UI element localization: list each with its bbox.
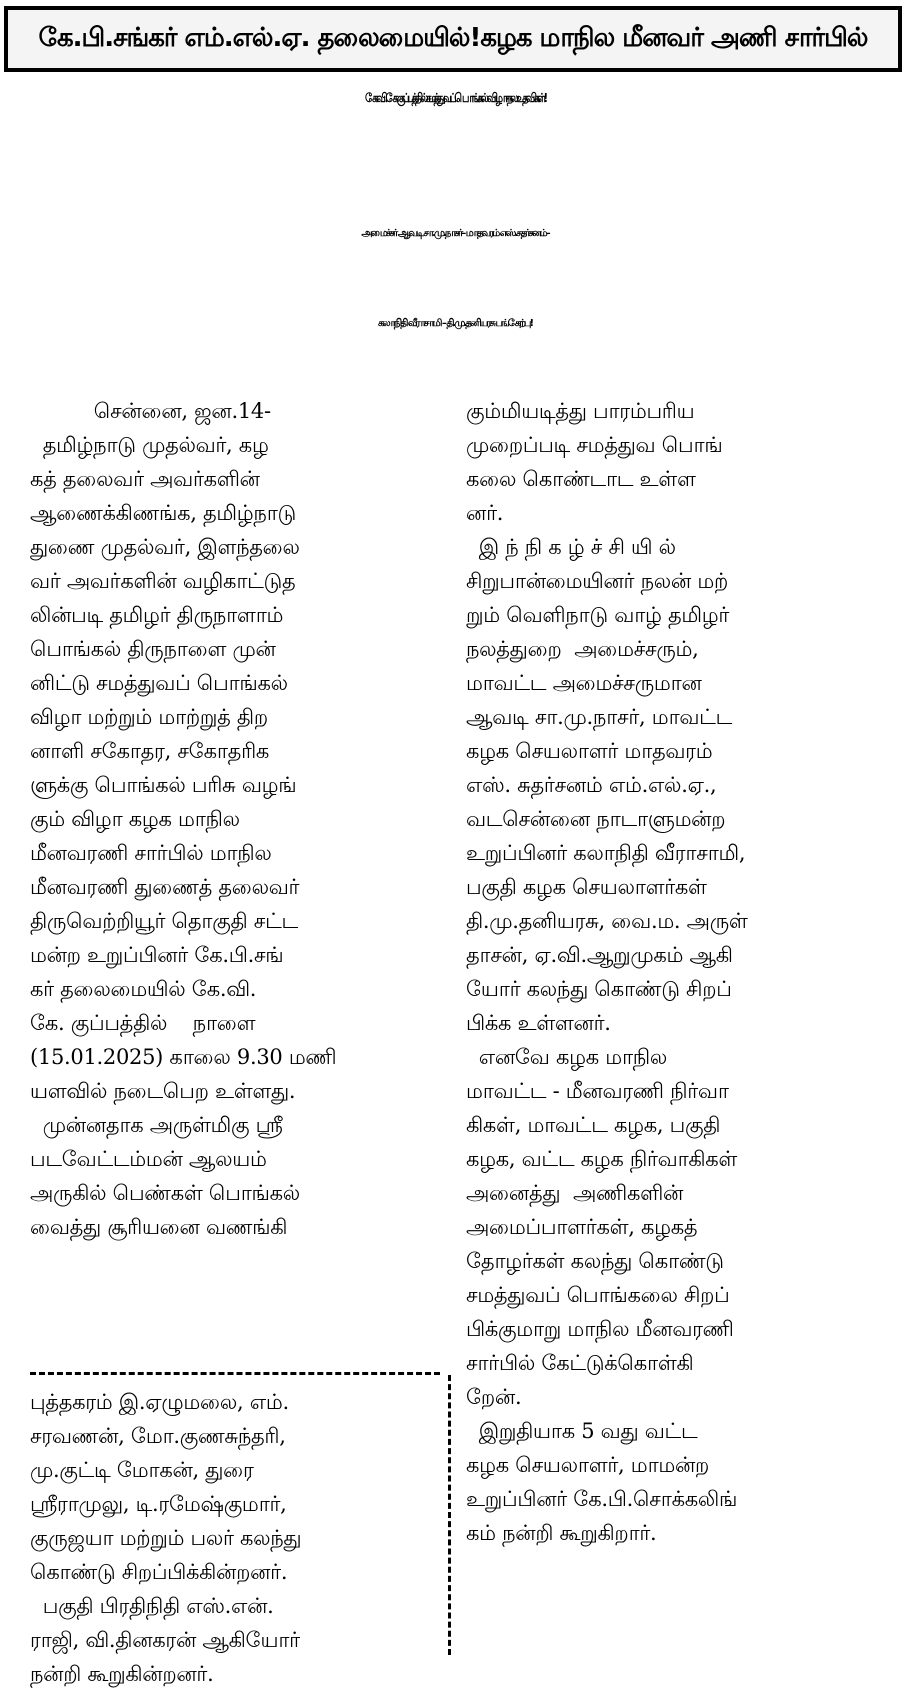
article-line: னர். [466,501,504,525]
article-line: உறுப்பினர் கே.பி.சொக்கலிங் [466,1487,738,1511]
article-line: தோழர்கள் கலந்து கொண்டு [466,1249,724,1273]
article-line: னிட்டு சமத்துவப் பொங்கல் [30,671,288,695]
article-line: மன்ற உறுப்பினர் கே.பி.சங் [30,943,284,967]
article-line: உறுப்பினர் கலாநிதி வீராசாமி, [466,841,746,865]
article-line: துணை முதல்வர், இளந்தலை [30,535,300,559]
article-line: ஆவடி சா.மு.நாசர், மாவட்ட [466,705,733,729]
article-line: இறுதியாக 5 வது வட்ட [466,1419,698,1443]
left-column [30,394,435,1244]
article-line: மாவட்ட அமைச்சருமான [466,671,702,695]
article-line: னாளி சகோதர, சகோதரிக [30,739,270,763]
article-line: திருவெற்றியூர் தொகுதி சட்ட [30,909,298,933]
article-line: கலை கொண்டாட உள்ள [466,467,696,491]
article-line: சரவணன், மோ.குணசுந்தரி, [30,1424,286,1448]
top-banner [4,6,902,72]
headline: கே.வி.கே.குப்பத்தில் சமத்துவப் பொங்கல் விழா- நல உதவிகள்! [364,92,546,106]
article-line: சிறுபான்மையினர் நலன் மற் [466,569,728,593]
article-line: யளவில் நடைபெற உள்ளது. [30,1079,296,1103]
article-line: கத் தலைவர் அவர்களின் [30,467,260,491]
article-line: பொங்கல் திருநாளை முன் [30,637,276,661]
article-line: கழக, வட்ட கழக நிர்வாகிகள் [466,1147,738,1171]
article-line: கொண்டு சிறப்பிக்கின்றனர். [30,1560,288,1584]
article-line: எஸ். சுதர்சனம் எம்.எல்.ஏ., [466,773,717,797]
article-line: மீனவரணி துணைத் தலைவர் [30,875,300,899]
subheadline-line-1: அமைச்சர் ஆவடி சா.மு.நாசர்– மாதவரம் எஸ்.சுதர்சனம்– [361,228,549,239]
article-line: றும் வெளிநாடு வாழ் தமிழர் [466,603,730,627]
article-line: கிகள், மாவட்ட கழக, பகுதி [466,1113,721,1137]
article-line: எனவே கழக மாநில [466,1045,668,1069]
article-line: படவேட்டம்மன் ஆலயம் [30,1147,267,1171]
article-line: ளுக்கு பொங்கல் பரிசு வழங் [30,773,297,797]
dashed-divider-vertical [448,1375,451,1655]
article-line: கம் நன்றி கூறுகிறார். [466,1521,657,1545]
article-line: கர் தலைமையில் கே.வி. [30,977,257,1001]
article-line: நன்றி கூறுகின்றனர். [30,1662,214,1686]
article-line: கழக செயலாளர் மாதவரம் [466,739,713,763]
article-line: வடசென்னை நாடாளுமன்ற [466,807,726,831]
article-line: யோர் கலந்து கொண்டு சிறப் [466,977,732,1001]
article-line: விழா மற்றும் மாற்றுத் திற [30,705,268,729]
left-bottom-column [30,1385,435,1691]
dashed-divider-horizontal [30,1372,440,1375]
article-line: கும்மியடித்து பாரம்பரிய [466,399,695,423]
article-line: சென்னை, ஜன.14- [30,399,271,423]
right-column [466,394,886,1550]
article-line: ஆணைக்கிணங்க, தமிழ்நாடு [30,501,296,525]
article-line: கும் விழா கழக மாநில [30,807,240,831]
article-line: ஸ்ரீராமுலு, டி.ரமேஷ்குமார், [30,1492,287,1516]
article-line: நலத்துறை அமைச்சரும், [466,637,699,661]
article-line: முன்னதாக அருள்மிகு ஸ்ரீ [30,1113,283,1137]
article-line: தாசன், ஏ.வி.ஆறுமுகம் ஆகி [466,943,733,967]
article-line: அருகில் பெண்கள் பொங்கல் [30,1181,300,1205]
article-line: அமைப்பாளர்கள், கழகத் [466,1215,698,1239]
article-line: தமிழ்நாடு முதல்வர், கழ [30,433,269,457]
article-line: குருஜயா மற்றும் பலர் கலந்து [30,1526,302,1550]
article-line: தி.மு.தனியரசு, வை.ம. அருள் [466,909,748,933]
article-line: பகுதி பிரதிநிதி எஸ்.என். [30,1594,274,1618]
top-banner-text: கே.பி.சங்கர் எம்.எல்.ஏ. தலைமையில்!கழக மாநில மீனவர் அணி சார்பில் [38,22,868,53]
article-line: வைத்து சூரியனை வணங்கி [30,1215,288,1239]
article-line: (15.01.2025) காலை 9.30 மணி [30,1045,337,1069]
article-line: சமத்துவப் பொங்கலை சிறப் [466,1283,730,1307]
article-line: இ ந் நி க ழ் ச் சி யி ல் [466,535,676,559]
article-line: மு.குட்டி மோகன், துரை [30,1458,254,1482]
article-line: மீனவரணி சார்பில் மாநில [30,841,272,865]
article-line: பகுதி கழக செயலாளர்கள் [466,875,707,899]
article-line: றேன். [466,1385,522,1409]
article-line: புத்தகரம் இ.ஏழுமலை, எம். [30,1390,289,1414]
article-line: மாவட்ட - மீனவரணி நிர்வா [466,1079,729,1103]
subheadline-line-2: கலாநிதி வீராசாமி – தி.மு.தனியரசு பங்கேற்பு! [377,318,533,329]
article-line: கழக செயலாளர், மாமன்ற [466,1453,710,1477]
article-line: முறைப்படி சமத்துவ பொங் [466,433,723,457]
article-line: கே. குப்பத்தில் நாளை [30,1011,256,1035]
article-line: பிக்க உள்ளனர். [466,1011,611,1035]
article-line: பிக்குமாறு மாநில மீனவரணி [466,1317,734,1341]
article-line: வர் அவர்களின் வழிகாட்டுத [30,569,296,593]
article-line: அனைத்து அணிகளின் [466,1181,684,1205]
article-line: லின்படி தமிழர் திருநாளாம் [30,603,284,627]
article-line: சார்பில் கேட்டுக்கொள்கி [466,1351,694,1375]
article-line: ராஜி, வி.தினகரன் ஆகியோர் [30,1628,300,1652]
